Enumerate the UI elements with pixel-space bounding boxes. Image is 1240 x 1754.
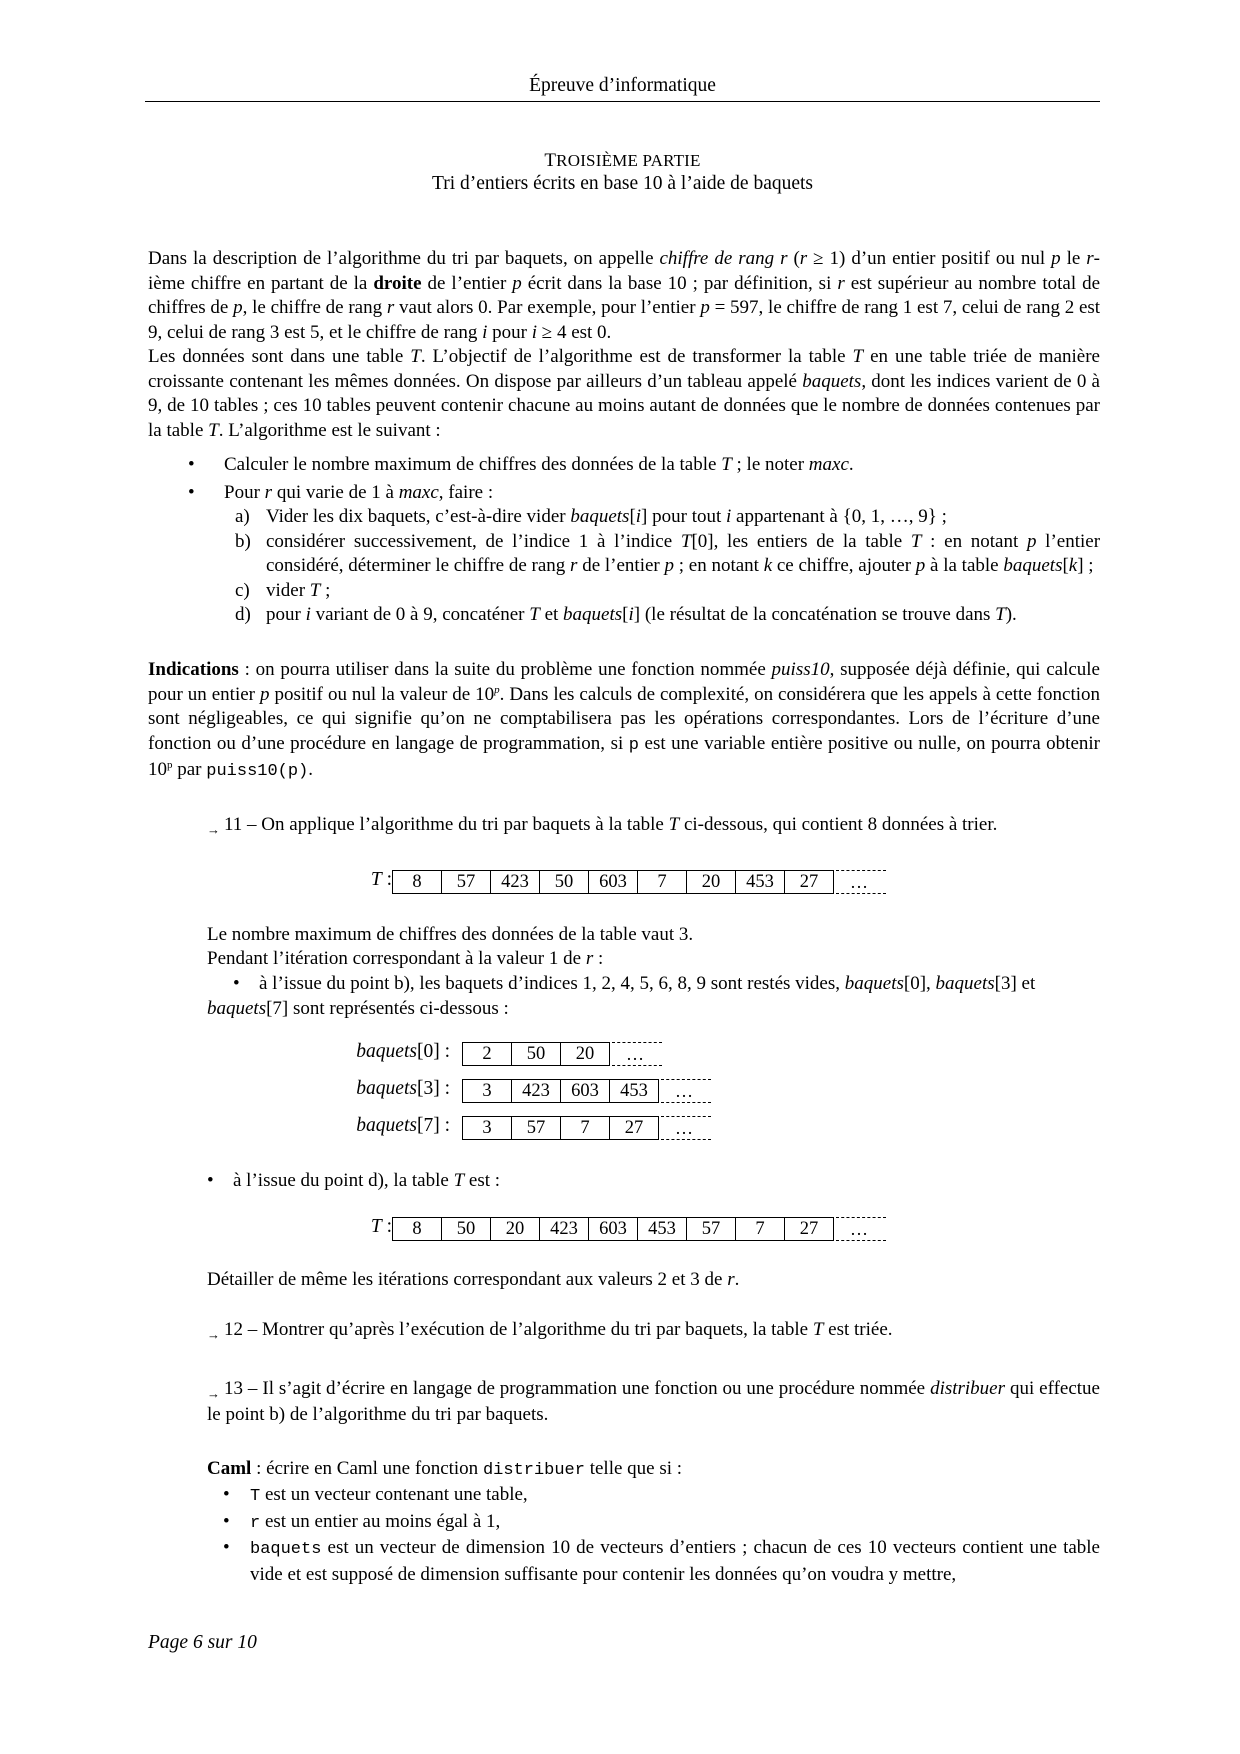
- table-baquets-7: [462, 1116, 711, 1142]
- ellipsis: …: [675, 1118, 693, 1138]
- ellipsis: …: [850, 872, 868, 892]
- bullet-icon: •: [233, 973, 240, 994]
- table-t-initial: [392, 870, 886, 896]
- caml-condition: • baquets est un vecteur de dimension 10 de vecteurs d’entiers ; chacun de ces 10 vecteurs contient une table vide et est supposé de dimension suffisante pour contenir les données qu’on voudra y mettre,: [223, 1537, 1100, 1585]
- bullet-icon: •: [188, 454, 195, 475]
- table-cell: 3: [462, 1079, 512, 1103]
- table-cell: 453: [610, 1079, 659, 1103]
- table-cell: 50: [540, 870, 589, 894]
- part-title: TROISIÈME PARTIE: [544, 150, 701, 171]
- page-footer: Page 6 sur 10: [148, 1632, 257, 1653]
- table-cell: 50: [442, 1217, 491, 1241]
- data-paragraph: Les données sont dans une table T. L’objectif de l’algorithme est de transformer la table T en une table triée de manière croissante contenant les mêmes données. On dispose par ailleurs d’un tableau appelé baquets, dont les indices varient de 0 à 9, de 10 tables ; ces 10 tables peuvent contenir chacune au moins autant de données que le nombre de données contenues par la table T. L’algorithme est le suivant :: [148, 346, 1100, 441]
- caml-conditions: [210, 1483, 1100, 1587]
- table-cell: 8: [392, 1217, 442, 1241]
- algorithm-step: • Pour r qui varie de 1 à maxc, faire :: [148, 481, 1100, 506]
- table-continuation: [836, 1217, 886, 1241]
- page-header: Épreuve d’informatique: [529, 75, 716, 96]
- table-cell: 20: [561, 1042, 610, 1066]
- table-cell: 423: [491, 870, 540, 894]
- bullet-icon: •: [207, 1170, 214, 1191]
- q11-line2: Pendant l’itération correspondant à la valeur 1 de r :: [207, 948, 604, 969]
- table-cell: 20: [491, 1217, 540, 1241]
- algorithm-substep-b: b) considérer successivement, de l’indice 1 à l’indice T[0], les entiers de la table T : en notant p l’entier considéré, déterminer le chiffre de rang r de l’entier p ; en notant k ce chiffre, ajouter p à la table baquets[k] ;: [235, 530, 1101, 576]
- table-continuation: [661, 1079, 711, 1103]
- baquets-3-label: baquets[3] :: [356, 1078, 450, 1099]
- table-cell: 423: [512, 1079, 561, 1103]
- caml-intro: Caml : écrire en Caml une fonction distribuer telle que si :: [207, 1458, 683, 1480]
- table-cell: 57: [687, 1217, 736, 1241]
- table-cell: 27: [610, 1116, 659, 1140]
- table-continuation: [612, 1042, 662, 1066]
- table-cell: 7: [561, 1116, 610, 1140]
- table-continuation: [836, 870, 886, 894]
- table-label-t: T :: [370, 869, 392, 890]
- table-continuation: [661, 1116, 711, 1140]
- table-cell: 27: [785, 1217, 834, 1241]
- caml-condition: • T est un vecteur contenant une table,: [223, 1484, 528, 1506]
- arrow-icon: →: [207, 1327, 220, 1342]
- table-cell: 423: [540, 1217, 589, 1241]
- ellipsis: …: [626, 1044, 644, 1064]
- algorithm-substep-c: c) vider T ;: [235, 579, 331, 601]
- bullet-icon: •: [223, 1510, 230, 1532]
- table-cell: 50: [512, 1042, 561, 1066]
- q11-bullet2: • à l’issue du point d), la table T est :: [207, 1169, 1100, 1194]
- q11-line1: Le nombre maximum de chiffres des données de la table vaut 3.: [207, 924, 694, 945]
- question-11: $_\to$ 11 – On applique l’algorithme du tri par baquets à la table T ci-dessous, qui contient 8 données à trier.: [207, 814, 998, 837]
- ellipsis: …: [675, 1081, 693, 1101]
- table-baquets-3: [462, 1079, 711, 1105]
- table-cell: 603: [561, 1079, 610, 1103]
- caml-condition: • r est un entier au moins égal à 1,: [223, 1510, 501, 1533]
- table-t-after: [392, 1217, 886, 1243]
- arrow-icon: →: [207, 822, 220, 837]
- table-label-t-after: T :: [370, 1216, 392, 1237]
- q11-detail: Détailler de même les itérations correspondant aux valeurs 2 et 3 de r.: [207, 1269, 740, 1290]
- baquets-0-label: baquets[0] :: [356, 1041, 450, 1062]
- table-cell: 453: [638, 1217, 687, 1241]
- table-cell: 7: [736, 1217, 785, 1241]
- indications-paragraph: Indications : on pourra utiliser dans la suite du problème une fonction nommée puiss10, supposée déjà définie, qui calcule pour un entier p positif ou nul la valeur de 10$^p$. Dans les calculs de complexité, on considérera que les appels à cette fonction sont négligeables, ce qui signifie qu’on ne comptabilisera pas les opérations correspondantes. Lors de l’écriture d’une fonction ou d’une procédure en langage de programmation, si p est une variable entière positive ou nulle, on pourra obtenir 10$^p$ par puiss10(p).: [148, 659, 1101, 781]
- table-cell: 3: [462, 1116, 512, 1140]
- question-12: $_\to$ 12 – Montrer qu’après l’exécution de l’algorithme du tri par baquets, la table T est triée.: [207, 1319, 893, 1342]
- table-cell: 603: [589, 1217, 638, 1241]
- q11-bullet1: • à l’issue du point b), les baquets d’indices 1, 2, 4, 5, 6, 8, 9 sont restés vides, baquets[0], baquets[3] et baquets[7] sont représentés ci-dessous :: [207, 973, 1036, 1019]
- header-rule: [145, 101, 1100, 102]
- part-subtitle: Tri d’entiers écrits en base 10 à l’aide de baquets: [431, 173, 814, 194]
- algorithm-step: • Calculer le nombre maximum de chiffres des données de la table T ; le noter maxc.: [148, 453, 1100, 478]
- bullet-icon: •: [223, 1537, 230, 1558]
- table-cell: 7: [638, 870, 687, 894]
- baquets-7-label: baquets[7] :: [356, 1115, 450, 1136]
- table-cell: 8: [392, 870, 442, 894]
- table-cell: 20: [687, 870, 736, 894]
- table-cell: 57: [512, 1116, 561, 1140]
- algorithm-substep-a: a) Vider les dix baquets, c’est-à-dire vider baquets[i] pour tout i appartenant à {0, 1, …, 9} ;: [235, 506, 947, 527]
- algorithm-steps: [148, 453, 1100, 628]
- ellipsis: …: [850, 1219, 868, 1239]
- table-cell: 453: [736, 870, 785, 894]
- intro-paragraph: Dans la description de l’algorithme du tri par baquets, on appelle chiffre de rang r (r ≥ 1) d’un entier positif ou nul p le r-ième chiffre en partant de la droite de l’entier p écrit dans la base 10 ; par définition, si r est supérieur au nombre total de chiffres de p, le chiffre de rang r vaut alors 0. Par exemple, pour l’entier p = 597, le chiffre de rang 1 est 7, celui de rang 2 est 9, celui de rang 3 est 5, et le chiffre de rang i pour i ≥ 4 est 0.: [148, 248, 1101, 343]
- arrow-icon: →: [207, 1386, 220, 1401]
- algorithm-substep-d: d) pour i variant de 0 à 9, concaténer T et baquets[i] (le résultat de la concaténation se trouve dans T).: [235, 604, 1017, 625]
- bullet-icon: •: [223, 1484, 230, 1505]
- table-cell: 57: [442, 870, 491, 894]
- table-cell: 2: [462, 1042, 512, 1066]
- question-13: $_\to$ 13 – Il s’agit d’écrire en langage de programmation une fonction ou une procédure nommée distribuer qui effectue le point b) de l’algorithme du tri par baquets.: [207, 1378, 1100, 1425]
- table-baquets-0: [462, 1042, 662, 1068]
- table-cell: 603: [589, 870, 638, 894]
- bullet-icon: •: [188, 481, 195, 503]
- table-cell: 27: [785, 870, 834, 894]
